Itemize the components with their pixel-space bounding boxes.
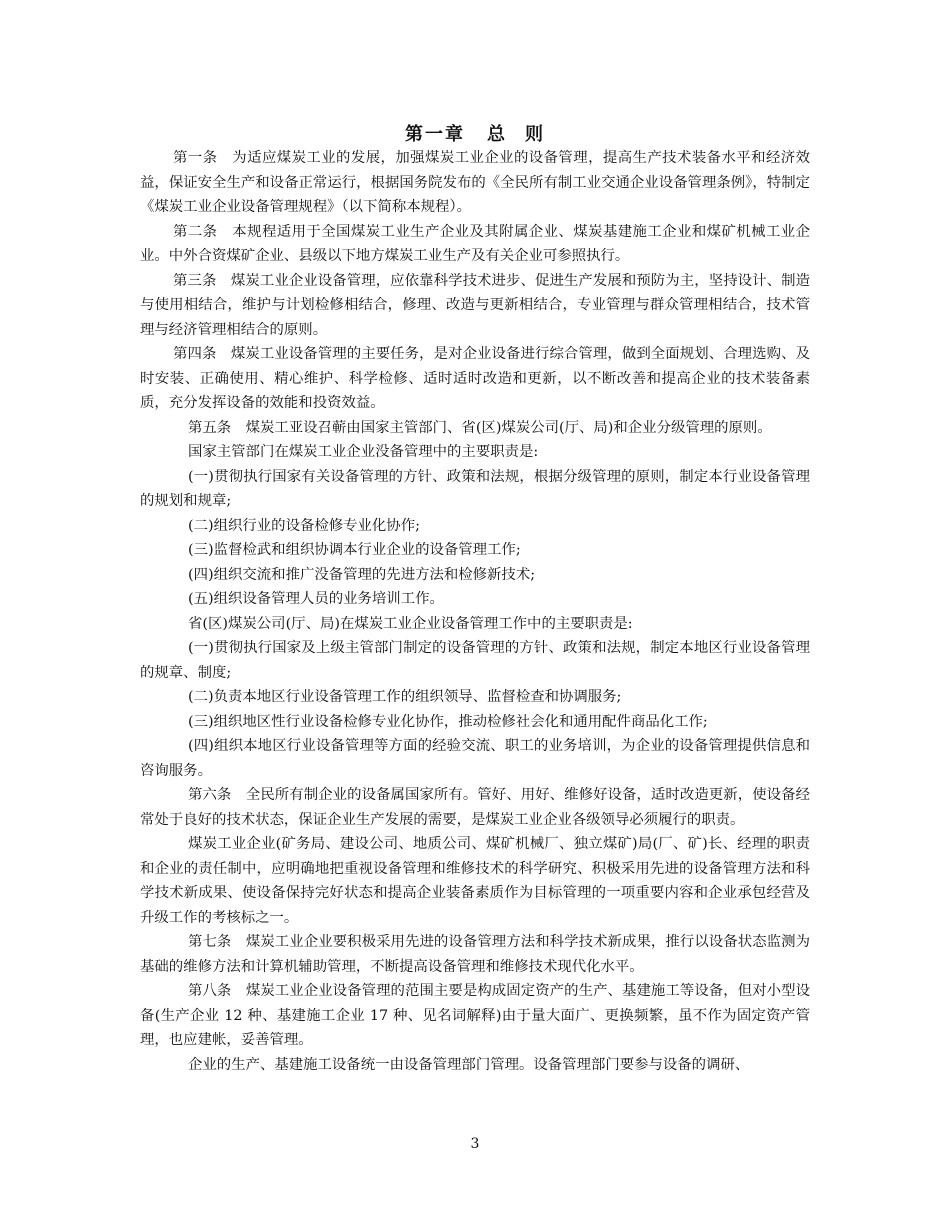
paragraph-article-3: 第三条 煤炭工业企业设备管理，应依靠科学技术进步、促进生产发展和预防为主，坚持设计、制造与使用相结合，维护与计划检修相结合，修理、改造与更新相结合，专业管理与群众管理相结合，技术管理与经济管理相结合的原则。 bbox=[140, 272, 810, 338]
chapter-title-part2: 总 bbox=[487, 124, 507, 145]
list-item-national-2: (二)组织行业的设备检修专业化协作; bbox=[188, 517, 420, 534]
paragraph-article-8: 第八条 煤炭工业企业设备管理的范围主要是构成固定资产的生产、基建施工等设备，但对小型设备(生产企业 12 种、基建施工企业 17 种、见名词解释)由于量大面广、更换频繁，虽不作为固定资产管理，也应建帐，妥善管理。 bbox=[140, 983, 810, 1048]
paragraph-article-7: 第七条 煤炭工业企业要积极采用先进的设备管理方法和科学技术新成果，推行以设备状态监测为基础的维修方法和计算机辅助管理，不断提高设备管理和维修技术现代化水平。 bbox=[140, 934, 810, 975]
paragraph-article-6: 第六条 全民所有制企业的设备属国家所有。管好、用好、维修好设备，适时改造更新，使设备经常处于良好的技术状态，保证企业生产发展的需要，是煤炭工业企业各级领导必须履行的职责。 bbox=[140, 787, 810, 828]
chapter-title bbox=[0, 120, 950, 146]
paragraph-article-2: 第二条 本规程适用于全国煤炭工业生产企业及其附属企业、煤炭基建施工企业和煤矿机械工业企业。中外合资煤矿企业、县级以下地方煤炭工业生产及有关企业可参照执行。 bbox=[140, 223, 810, 264]
paragraph-provincial-duties-intro: 省(区)煤炭公司(厅、局)在煤炭工业企业设备管理工作中的主要职责是: bbox=[188, 615, 633, 632]
document-body bbox=[140, 146, 810, 1077]
list-item-provincial-2: (二)负责本地区行业设备管理工作的组织领导、监督检查和协调服务; bbox=[188, 689, 622, 705]
list-item-provincial-4: (四)组织本地区行业设备管理等方面的经验交流、职工的业务培训，为企业的设备管理提供信息和咨询服务。 bbox=[140, 738, 810, 779]
list-item-national-3: (三)监督检武和组织协调本行业企业的设备管理工作; bbox=[188, 542, 521, 558]
list-item-national-5: (五)组织设备管理人员的业务培训工作。 bbox=[188, 591, 444, 607]
paragraph-equipment-management-dept: 企业的生产、基建施工设备统一由设备管理部门管理。设备管理部门要参与设备的调研、 bbox=[188, 1056, 750, 1073]
list-item-provincial-1: (一)贯彻执行国家及上级主管部门制定的设备管理的方针、政策和法规，制定本地区行业设备管理的规章、制度; bbox=[140, 640, 810, 681]
paragraph-article-5: 第五条 煤炭工亚设召蕲由国家主管部门、省(区)煤炭公司(厅、局)和企业分级管理的原则。 bbox=[188, 419, 772, 436]
list-item-national-1: (一)贯彻执行国家有关设备管理的方针、政策和法规，根据分级管理的原则，制定本行业设备管理的规划和规章; bbox=[140, 468, 810, 509]
paragraph-article-4: 第四条 煤炭工业设备管理的主要任务，是对企业设备进行综合管理，做到全面规划、合理选购、及时安装、正确使用、精心维护、科学检修、适时适时改造和更新，以不断改善和提高企业的技术装备素质，充分发挥设备的效能和投资效益。 bbox=[140, 346, 810, 411]
chapter-title-part1: 第一章 bbox=[405, 124, 465, 145]
chapter-title-part3: 则 bbox=[525, 124, 545, 145]
list-item-provincial-3: (三)组织地区性行业设备检修专业化协作，推动检修社会化和通用配件商品化工作; bbox=[188, 713, 708, 730]
list-item-national-4: (四)组织交流和推广没备管理的先进方法和检修新技术; bbox=[188, 566, 536, 583]
page-number: 3 bbox=[470, 1136, 480, 1152]
paragraph-article-1: 第一条 为适应煤炭工业的发展，加强煤炭工业企业的设备管理，提高生产技术装备水平和经济效益，保证安全生产和设备正常运行，根据国务院发布的《全民所有制工业交通企业设备管理条例》，特制定《煤炭工业企业设备管理规程》（以下简称本规程）。 bbox=[140, 150, 810, 215]
paragraph-enterprise-responsibility: 煤炭工业企业(矿务局、建设公司、地质公司、煤矿机械厂、独立煤矿)局(厂、矿)长、经理的职责和企业的责任制中，应明确地把重视设备管理和维修技术的科学研究、积极采用先进的设备管理方法和科学技术新成果、使设备保持完好状态和提高企业装备素质作为目标管理的一项重要内容和企业承包经营及升级工作的考核标之一。 bbox=[140, 836, 810, 926]
paragraph-national-duties-intro: 国家主管部门在煤炭工业企业没备管理中的主要职责是: bbox=[188, 444, 539, 460]
